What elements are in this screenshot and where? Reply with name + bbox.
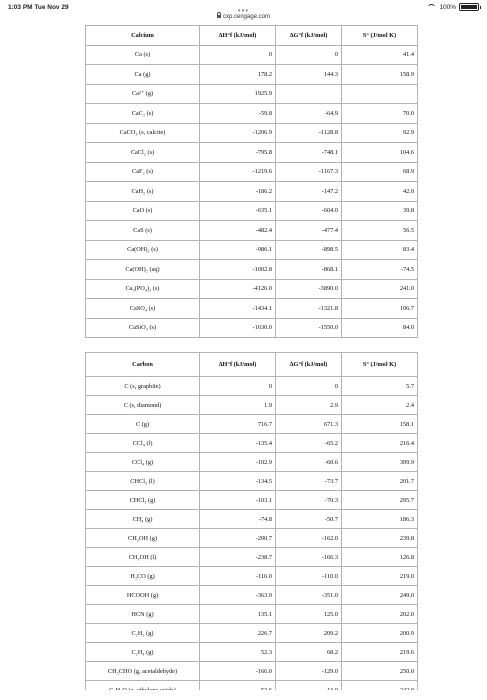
entropy-value: 219.6 xyxy=(342,643,418,662)
gibbs-value: -129.0 xyxy=(276,662,342,681)
enthalpy-value: -135.4 xyxy=(200,434,276,453)
enthalpy-value: -1434.1 xyxy=(200,299,276,319)
enthalpy-value: 1.9 xyxy=(200,396,276,415)
compound-name: CaC₂ (s) xyxy=(86,104,200,124)
gibbs-value: 209.2 xyxy=(276,624,342,643)
compound-name: CaS (s) xyxy=(86,221,200,241)
compound-name: Ca (s) xyxy=(86,45,200,65)
table-row xyxy=(86,415,418,434)
enthalpy-value: -1206.9 xyxy=(200,123,276,143)
gibbs-value: 144.3 xyxy=(276,65,342,85)
gibbs-value: -1321.8 xyxy=(276,299,342,319)
enthalpy-value: 0 xyxy=(200,45,276,65)
enthalpy-value: -103.1 xyxy=(200,491,276,510)
compound-name: Ca(OH)₂ (s) xyxy=(86,240,200,260)
table-row xyxy=(86,510,418,529)
compound-name: CaO (s) xyxy=(86,201,200,221)
table-row xyxy=(86,472,418,491)
table-row xyxy=(86,318,418,338)
entropy-value xyxy=(342,84,418,104)
table-row xyxy=(86,221,418,241)
entropy-value: 83.4 xyxy=(342,240,418,260)
gibbs-value: 2.9 xyxy=(276,396,342,415)
entropy-value: 216.4 xyxy=(342,434,418,453)
header-enthalpy: ΔH°f (kJ/mol) xyxy=(200,26,276,46)
entropy-value: 39.8 xyxy=(342,201,418,221)
gibbs-value: -898.5 xyxy=(276,240,342,260)
table-row xyxy=(86,491,418,510)
table-row xyxy=(86,162,418,182)
gibbs-value: -351.0 xyxy=(276,586,342,605)
entropy-value: 56.5 xyxy=(342,221,418,241)
table-row xyxy=(86,586,418,605)
header-enthalpy: ΔH°f (kJ/mol) xyxy=(200,353,276,377)
table-row xyxy=(86,240,418,260)
section-title: Carbon xyxy=(86,353,200,377)
table-row xyxy=(86,143,418,163)
gibbs-value: -166.3 xyxy=(276,548,342,567)
table-row xyxy=(86,84,418,104)
gibbs-value: -604.0 xyxy=(276,201,342,221)
compound-name: C₂H₂ (g) xyxy=(86,624,200,643)
gibbs-value: -60.6 xyxy=(276,453,342,472)
compound-name: Ca(OH)₂ (aq) xyxy=(86,260,200,280)
table-row xyxy=(86,453,418,472)
enthalpy-value: 0 xyxy=(200,377,276,396)
enthalpy-value: -795.8 xyxy=(200,143,276,163)
compound-name: Ca²⁺ (g) xyxy=(86,84,200,104)
entropy-value: 68.9 xyxy=(342,162,418,182)
entropy-value: 239.8 xyxy=(342,529,418,548)
compound-name: C (g) xyxy=(86,415,200,434)
table-row xyxy=(86,104,418,124)
entropy-value: 219.0 xyxy=(342,567,418,586)
enthalpy-value: -238.7 xyxy=(200,548,276,567)
gibbs-value: 0 xyxy=(276,45,342,65)
compound-name: CaCl₂ (s) xyxy=(86,143,200,163)
table-row xyxy=(86,45,418,65)
gibbs-value: 125.0 xyxy=(276,605,342,624)
table-row xyxy=(86,643,418,662)
entropy-value: 241.0 xyxy=(342,279,418,299)
compound-name: CHCl₃ (g) xyxy=(86,491,200,510)
table-row xyxy=(86,567,418,586)
compound-name: CaSO₄ (s) xyxy=(86,299,200,319)
gibbs-value: -477.4 xyxy=(276,221,342,241)
compound-name: HCOOH (g) xyxy=(86,586,200,605)
table-row xyxy=(86,201,418,221)
entropy-value: 186.3 xyxy=(342,510,418,529)
header-gibbs: ΔG°f (kJ/mol) xyxy=(276,353,342,377)
gibbs-value: -748.1 xyxy=(276,143,342,163)
entropy-value: 42.0 xyxy=(342,182,418,202)
entropy-value: -74.5 xyxy=(342,260,418,280)
compound-name: CaH₂ (s) xyxy=(86,182,200,202)
enthalpy-value: -186.2 xyxy=(200,182,276,202)
enthalpy-value: 52.3 xyxy=(200,643,276,662)
enthalpy-value: -4126.0 xyxy=(200,279,276,299)
enthalpy-value: 178.2 xyxy=(200,65,276,85)
enthalpy-value: -102.9 xyxy=(200,453,276,472)
enthalpy-value: 226.7 xyxy=(200,624,276,643)
more-dots-icon[interactable]: ••• xyxy=(237,6,250,15)
compound-name: CH₃OH (l) xyxy=(86,548,200,567)
gibbs-value: -64.9 xyxy=(276,104,342,124)
compound-name: CaSiO₃ (s) xyxy=(86,318,200,338)
enthalpy-value: 1925.9 xyxy=(200,84,276,104)
page-bottom-edge xyxy=(0,690,487,700)
compound-name: HCN (g) xyxy=(86,605,200,624)
entropy-value: 250.0 xyxy=(342,662,418,681)
entropy-value: 158.9 xyxy=(342,65,418,85)
entropy-value: 92.9 xyxy=(342,123,418,143)
enthalpy-value: -200.7 xyxy=(200,529,276,548)
compound-name: CaCO₃ (s, calcite) xyxy=(86,123,200,143)
enthalpy-value: -116.0 xyxy=(200,567,276,586)
gibbs-value: -1128.8 xyxy=(276,123,342,143)
calcium-table xyxy=(85,25,418,338)
table-row xyxy=(86,605,418,624)
entropy-value: 309.9 xyxy=(342,453,418,472)
table-row xyxy=(86,260,418,280)
enthalpy-value: -1002.8 xyxy=(200,260,276,280)
gibbs-value xyxy=(276,84,342,104)
section-title: Calcium xyxy=(86,26,200,46)
url-text: cxp.cengage.com xyxy=(222,14,271,20)
compound-name: CCl₄ (l) xyxy=(86,434,200,453)
header-entropy: S° (J/mol K) xyxy=(342,353,418,377)
enthalpy-value: -134.5 xyxy=(200,472,276,491)
entropy-value: 202.0 xyxy=(342,605,418,624)
enthalpy-value: -986.1 xyxy=(200,240,276,260)
gibbs-value: -3890.0 xyxy=(276,279,342,299)
compound-name: CaF₂ (s) xyxy=(86,162,200,182)
compound-name: C₂H₄ (g) xyxy=(86,643,200,662)
table-row xyxy=(86,279,418,299)
status-time: 1:03 PM Tue Nov 29 xyxy=(8,4,69,11)
entropy-value: 5.7 xyxy=(342,377,418,396)
lock-icon xyxy=(217,15,221,19)
table-row xyxy=(86,548,418,567)
entropy-value: 41.4 xyxy=(342,45,418,65)
enthalpy-value: -635.1 xyxy=(200,201,276,221)
enthalpy-value: 135.1 xyxy=(200,605,276,624)
enthalpy-value: 716.7 xyxy=(200,415,276,434)
entropy-value: 2.4 xyxy=(342,396,418,415)
gibbs-value: -147.2 xyxy=(276,182,342,202)
table-row xyxy=(86,624,418,643)
header-gibbs: ΔG°f (kJ/mol) xyxy=(276,26,342,46)
gibbs-value: -73.7 xyxy=(276,472,342,491)
compound-name: CH₄ (g) xyxy=(86,510,200,529)
compound-name: Ca (g) xyxy=(86,65,200,85)
compound-name: Ca₃(PO₄)₂ (s) xyxy=(86,279,200,299)
gibbs-value: 68.2 xyxy=(276,643,342,662)
gibbs-value: 671.3 xyxy=(276,415,342,434)
gibbs-value: -1550.0 xyxy=(276,318,342,338)
compound-name: CHCl₃ (l) xyxy=(86,472,200,491)
compound-name: CH₃CHO (g, acetaldehyde) xyxy=(86,662,200,681)
table-header-row xyxy=(86,353,418,377)
battery-percent: 100% xyxy=(439,3,456,11)
table-row xyxy=(86,434,418,453)
entropy-value: 70.0 xyxy=(342,104,418,124)
compound-name: C (s, graphite) xyxy=(86,377,200,396)
table-row xyxy=(86,299,418,319)
table-row xyxy=(86,529,418,548)
entropy-value: 200.9 xyxy=(342,624,418,643)
table-row xyxy=(86,396,418,415)
header-entropy: S° (J/mol K) xyxy=(342,26,418,46)
compound-name: CCl₄ (g) xyxy=(86,453,200,472)
entropy-value: 84.0 xyxy=(342,318,418,338)
entropy-value: 249.0 xyxy=(342,586,418,605)
enthalpy-value: -166.0 xyxy=(200,662,276,681)
enthalpy-value: -1630.0 xyxy=(200,318,276,338)
entropy-value: 104.6 xyxy=(342,143,418,163)
entropy-value: 106.7 xyxy=(342,299,418,319)
table-row xyxy=(86,377,418,396)
gibbs-value: -1167.3 xyxy=(276,162,342,182)
gibbs-value: -868.1 xyxy=(276,260,342,280)
enthalpy-value: -482.4 xyxy=(200,221,276,241)
gibbs-value: 0 xyxy=(276,377,342,396)
entropy-value: 126.8 xyxy=(342,548,418,567)
table-row xyxy=(86,123,418,143)
compound-name: H₂CO (g) xyxy=(86,567,200,586)
entropy-value: 295.7 xyxy=(342,491,418,510)
table-header-row xyxy=(86,26,418,46)
gibbs-value: -162.0 xyxy=(276,529,342,548)
gibbs-value: -70.3 xyxy=(276,491,342,510)
table-row xyxy=(86,182,418,202)
enthalpy-value: -363.0 xyxy=(200,586,276,605)
carbon-table xyxy=(85,352,418,700)
gibbs-value: -110.0 xyxy=(276,567,342,586)
compound-name: C (s, diamond) xyxy=(86,396,200,415)
enthalpy-value: -1219.6 xyxy=(200,162,276,182)
enthalpy-value: -59.8 xyxy=(200,104,276,124)
enthalpy-value: -74.8 xyxy=(200,510,276,529)
table-row xyxy=(86,65,418,85)
gibbs-value: -65.2 xyxy=(276,434,342,453)
compound-name: CH₃OH (g) xyxy=(86,529,200,548)
entropy-value: 201.7 xyxy=(342,472,418,491)
table-row xyxy=(86,662,418,681)
gibbs-value: -50.7 xyxy=(276,510,342,529)
entropy-value: 158.1 xyxy=(342,415,418,434)
